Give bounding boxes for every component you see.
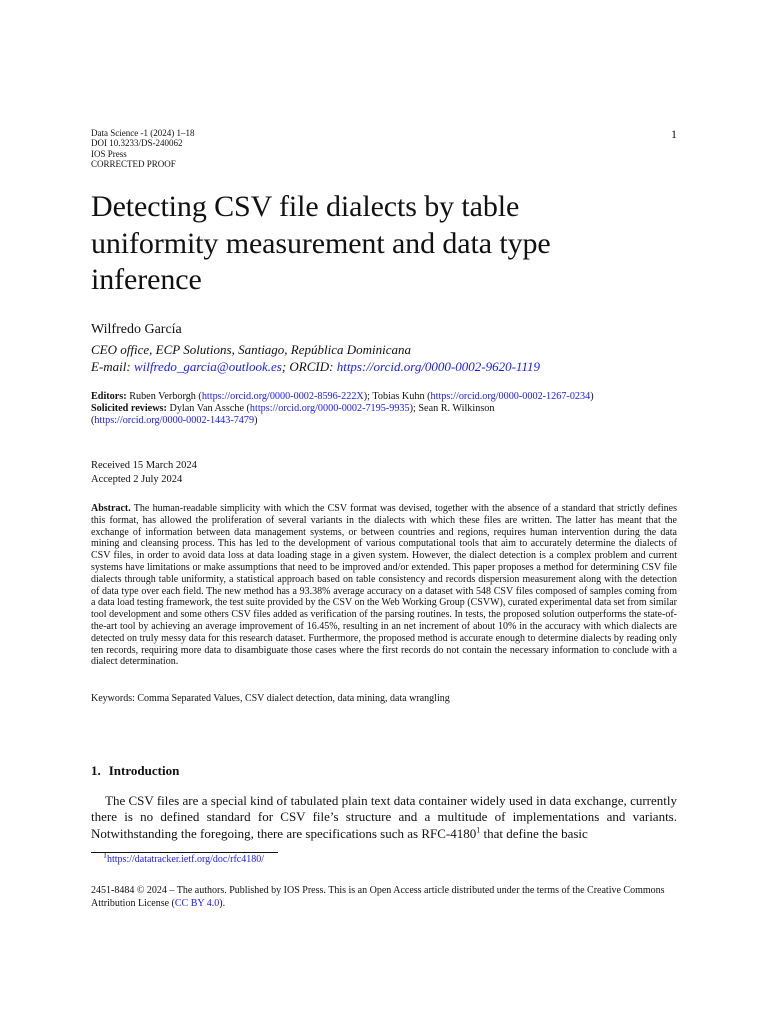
license-notice [91, 884, 677, 910]
section-number: 1. [91, 763, 101, 778]
publication-dates [91, 459, 197, 486]
doi: DOI 10.3233/DS-240062 [91, 138, 183, 149]
publisher: IOS Press [91, 148, 127, 159]
reviewer-2-close: ) [254, 415, 258, 427]
intro-paragraph [91, 793, 677, 842]
reviews-line [91, 403, 681, 415]
page-number: 1 [671, 127, 677, 141]
accepted-date: Accepted 2 July 2024 [91, 473, 183, 485]
abstract [91, 503, 677, 668]
intro-text: The CSV files are a special kind of tabulated plain text data container widely used in data exchange, currently there is no defined standard for CSV file’s structure and a multitude of implementations and variants. Notwithstanding the foregoing, there are specifications such as RFC-4180 [91, 793, 677, 841]
proof-status: CORRECTED PROOF [91, 159, 176, 170]
reviewer-1-orcid-link[interactable]: https://orcid.org/0000-0002-7195-9935 [249, 403, 410, 415]
reviews-line-2 [91, 415, 681, 427]
editors-close: ) [590, 391, 594, 402]
journal-header [91, 128, 194, 170]
editor-2: ); Tobias Kuhn ( [363, 391, 431, 402]
footnote-divider [91, 852, 278, 853]
abstract-text: The human-readable simplicity with which the CSV format was devised, together with the absence of a standard that strictly defines this format, has allowed the proliferation of several variants in the dialects with which these files are written. The latter has meant that the exchange of information between data management systems, or between countries and regions, requires human intervention during the data mining and cleansing process. This has led to the development of various computational tools that aim to accurately determine the dialects of CSV files, in order to avoid data loss at data loading stage in a given system. However, the dialect detection is a complex problem and current systems have limitations or make assumptions that need to be improved and/or extended. This paper proposes a method for determining CSV file dialects through table uniformity, a statistical approach based on table consistency and records dispersion measurement along with the detection of data type over each field. The new method has a 93.38% average accuracy on a dataset with 548 CSV files composed of samples coming from a data load testing framework, the test suite provided by the CSV on the Web Working Group (CSVW), curated experimental data set from similar tool development and some others CSV files added as verification of the parsing routines. In tests, the proposed solution outperforms the state-of-the-art tool by achieving an average improvement of 16.45%, resulting in an net increment of about 10% in the accuracy with which dialects are detected on truly messy data for this research dataset. Furthermore, the proposed method is accurate enough to determine dialects by reading only ten records, requiring more data to disambiguate those cases where the first records do not contain the necessary information to conclude with a dialect determination. [91, 503, 677, 668]
reviewer-1: Dylan Van Assche ( [169, 403, 250, 415]
paper-title: Detecting CSV file dialects by table uniformity measurement and data type inference [91, 190, 551, 296]
license-end: ). [219, 898, 226, 909]
received-date: Received 15 March 2024 [91, 460, 197, 471]
author-contact [91, 358, 691, 375]
editor-1: Ruben Verborgh ( [129, 391, 202, 402]
author-affiliation-block [91, 341, 691, 375]
section-heading [91, 763, 179, 779]
footnote-reference[interactable]: 1 [476, 825, 481, 835]
editors-block [91, 391, 681, 428]
section-title: Introduction [108, 763, 180, 778]
email-label: E-mail: [91, 359, 134, 374]
intro-text-end: that define the basic [480, 825, 588, 841]
editors-line [91, 391, 681, 403]
author-email-link[interactable]: wilfredo_garcia@outlook.es [133, 359, 282, 374]
reviewer-2-orcid-link[interactable]: https://orcid.org/0000-0002-1443-7479 [94, 415, 255, 427]
footnote-mark: 1 [103, 850, 107, 860]
journal-citation: Data Science -1 (2024) 1–18 [91, 128, 195, 138]
license-link[interactable]: CC BY 4.0 [174, 898, 220, 909]
editor-2-orcid-link[interactable]: https://orcid.org/0000-0002-1267-0234 [430, 391, 591, 402]
author-orcid-link[interactable]: https://orcid.org/0000-0002-9620-1119 [336, 359, 540, 374]
reviewer-2-open: ( [91, 415, 95, 427]
editors-label: Editors: [91, 391, 127, 402]
editor-1-orcid-link[interactable]: https://orcid.org/0000-0002-8596-222X [201, 391, 364, 402]
author-affiliation: CEO office, ECP Solutions, Santiago, República Dominicana [91, 342, 412, 357]
author-name: Wilfredo García [91, 322, 182, 337]
footnote [103, 850, 264, 865]
abstract-label: Abstract. [91, 503, 131, 514]
reviewer-2: ); Sean R. Wilkinson [409, 403, 495, 415]
license-text: 2451-8484 © 2024 – The authors. Published by IOS Press. This is an Open Access article distributed under the terms of the Creative Commons Attribution License ( [91, 885, 665, 909]
keywords: Keywords: Comma Separated Values, CSV dialect detection, data mining, data wrangling [91, 693, 450, 704]
reviews-label: Solicited reviews: [91, 403, 167, 415]
orcid-label: ; ORCID: [281, 359, 337, 374]
footnote-link[interactable]: https://datatracker.ietf.org/doc/rfc4180/ [107, 854, 264, 865]
